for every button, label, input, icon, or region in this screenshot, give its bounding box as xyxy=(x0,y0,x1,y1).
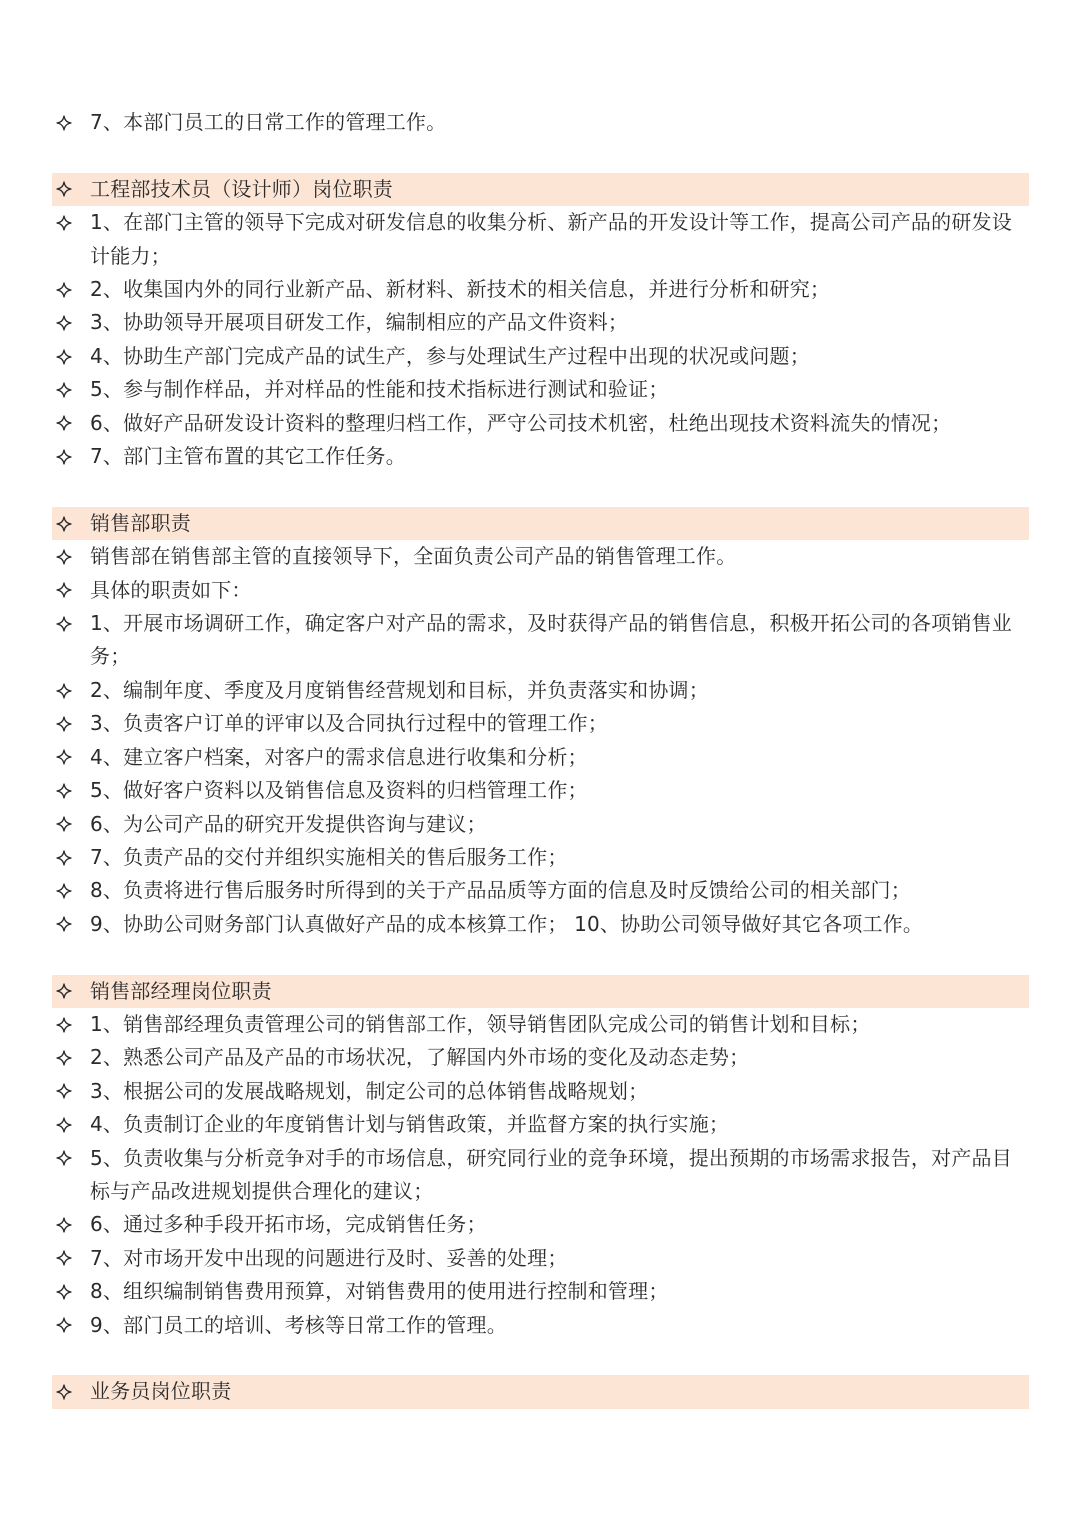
list-item xyxy=(52,1075,1029,1108)
four-point-star-icon xyxy=(54,306,74,339)
list-item-text: 2、编制年度、季度及月度销售经营规划和目标，并负责落实和协调； xyxy=(90,677,709,702)
list-item xyxy=(52,908,1029,941)
list-item xyxy=(52,841,1029,874)
four-point-star-icon xyxy=(54,1242,74,1275)
four-point-star-icon xyxy=(54,908,74,941)
four-point-star-icon xyxy=(54,1208,74,1241)
list-item xyxy=(52,774,1029,807)
list-item-text: 8、负责将进行售后服务时所得到的关于产品品质等方面的信息及时反馈给公司的相关部门； xyxy=(90,878,911,903)
four-point-star-icon xyxy=(54,1275,74,1308)
list-item-text: 3、负责客户订单的评审以及合同执行过程中的管理工作； xyxy=(90,711,608,736)
four-point-star-icon xyxy=(54,1041,74,1074)
four-point-star-icon xyxy=(54,1309,74,1342)
four-point-star-icon xyxy=(54,741,74,774)
list-item-top xyxy=(52,106,1029,139)
list-item-text: 6、做好产品研发设计资料的整理归档工作，严守公司技术机密，杜绝出现技术资料流失的情况； xyxy=(90,410,952,435)
list-item-text: 9、协助公司财务部门认真做好产品的成本核算工作； 10、协助公司领导做好其它各项工作。 xyxy=(90,911,924,936)
list-item xyxy=(52,206,1029,273)
list-item xyxy=(52,874,1029,907)
list-item-text: 7、部门主管布置的其它工作任务。 xyxy=(90,444,406,469)
four-point-star-icon xyxy=(54,1108,74,1141)
list-item-text: 7、本部门员工的日常工作的管理工作。 xyxy=(90,110,447,134)
section-heading xyxy=(52,1375,1029,1408)
list-item xyxy=(52,1208,1029,1241)
four-point-star-icon xyxy=(54,507,74,540)
four-point-star-icon xyxy=(54,407,74,440)
list-item-text: 5、负责收集与分析竞争对手的市场信息，研究同行业的竞争环境，提出预期的市场需求报告，对产品目标与产品改进规划提供合理化的建议； xyxy=(90,1145,1012,1203)
four-point-star-icon xyxy=(54,540,74,573)
list-item-text: 5、参与制作样品，并对样品的性能和技术指标进行测试和验证； xyxy=(90,377,669,402)
list-item-text: 2、熟悉公司产品及产品的市场状况，了解国内外市场的变化及动态走势； xyxy=(90,1045,750,1070)
four-point-star-icon xyxy=(54,841,74,874)
list-item xyxy=(52,273,1029,306)
list-item xyxy=(52,1108,1029,1141)
list-item xyxy=(52,440,1029,473)
section-spacer xyxy=(52,1342,1029,1375)
section-heading-text: 工程部技术员（设计师）岗位职责 xyxy=(90,176,393,201)
list-item-text: 4、建立客户档案，对客户的需求信息进行收集和分析； xyxy=(90,744,588,769)
four-point-star-icon xyxy=(54,707,74,740)
four-point-star-icon xyxy=(54,975,74,1008)
list-item-text: 7、对市场开发中出现的问题进行及时、妥善的处理； xyxy=(90,1245,568,1270)
list-item-text: 3、协助领导开展项目研发工作，编制相应的产品文件资料； xyxy=(90,310,629,335)
list-item xyxy=(52,373,1029,406)
list-item xyxy=(52,607,1029,674)
four-point-star-icon xyxy=(54,273,74,306)
list-item xyxy=(52,1275,1029,1308)
list-item-text: 2、收集国内外的同行业新产品、新材料、新技术的相关信息，并进行分析和研究； xyxy=(90,277,831,302)
list-item-text: 1、开展市场调研工作，确定客户对产品的需求，及时获得产品的销售信息，积极开拓公司的各项销售业务； xyxy=(90,611,1012,669)
four-point-star-icon xyxy=(54,674,74,707)
four-point-star-icon xyxy=(54,440,74,473)
list-item xyxy=(52,574,1029,607)
list-item xyxy=(52,1309,1029,1342)
list-item xyxy=(52,1242,1029,1275)
list-item-text: 7、负责产品的交付并组织实施相关的售后服务工作； xyxy=(90,844,568,869)
list-item-text: 1、销售部经理负责管理公司的销售部工作，领导销售团队完成公司的销售计划和目标； xyxy=(90,1011,871,1036)
section-spacer xyxy=(52,139,1029,172)
four-point-star-icon xyxy=(54,874,74,907)
section-heading xyxy=(52,507,1029,540)
list-item xyxy=(52,1008,1029,1041)
four-point-star-icon xyxy=(54,1375,74,1408)
list-item xyxy=(52,340,1029,373)
section-heading xyxy=(52,173,1029,206)
list-item-text: 销售部在销售部主管的直接领导下，全面负责公司产品的销售管理工作。 xyxy=(90,544,737,569)
four-point-star-icon xyxy=(54,106,74,139)
list-item-text: 1、在部门主管的领导下完成对研发信息的收集分析、新产品的开发设计等工作，提高公司产品的研发设计能力； xyxy=(90,210,1012,268)
list-item xyxy=(52,741,1029,774)
section-spacer xyxy=(52,473,1029,506)
list-item-text: 5、做好客户资料以及销售信息及资料的归档管理工作； xyxy=(90,778,588,803)
list-item-text: 6、为公司产品的研究开发提供咨询与建议； xyxy=(90,811,487,836)
four-point-star-icon xyxy=(54,1075,74,1108)
list-item xyxy=(52,1142,1029,1209)
section-heading-text: 销售部职责 xyxy=(90,510,191,535)
section-heading-text: 业务员岗位职责 xyxy=(90,1379,232,1404)
four-point-star-icon xyxy=(54,340,74,373)
four-point-star-icon xyxy=(54,1008,74,1041)
four-point-star-icon xyxy=(54,373,74,406)
four-point-star-icon xyxy=(54,1142,74,1175)
section-heading xyxy=(52,975,1029,1008)
list-item-text: 具体的职责如下： xyxy=(90,577,252,602)
four-point-star-icon xyxy=(54,607,74,640)
list-item-text: 9、部门员工的培训、考核等日常工作的管理。 xyxy=(90,1312,507,1337)
list-item xyxy=(52,306,1029,339)
four-point-star-icon xyxy=(54,173,74,206)
list-item-text: 4、负责制订企业的年度销售计划与销售政策，并监督方案的执行实施； xyxy=(90,1112,730,1137)
document-body xyxy=(52,106,1029,1409)
list-item-text: 8、组织编制销售费用预算，对销售费用的使用进行控制和管理； xyxy=(90,1279,669,1304)
four-point-star-icon xyxy=(54,206,74,239)
section-spacer xyxy=(52,941,1029,974)
list-item xyxy=(52,707,1029,740)
list-item xyxy=(52,1041,1029,1074)
list-item xyxy=(52,540,1029,573)
four-point-star-icon xyxy=(54,808,74,841)
section-heading-text: 销售部经理岗位职责 xyxy=(90,978,272,1003)
list-item-text: 3、根据公司的发展战略规划，制定公司的总体销售战略规划； xyxy=(90,1078,649,1103)
four-point-star-icon xyxy=(54,774,74,807)
sections-container xyxy=(52,139,1029,1408)
four-point-star-icon xyxy=(54,574,74,607)
list-item xyxy=(52,674,1029,707)
list-item-text: 6、通过多种手段开拓市场，完成销售任务； xyxy=(90,1212,487,1237)
list-item xyxy=(52,407,1029,440)
list-item-text: 4、协助生产部门完成产品的试生产，参与处理试生产过程中出现的状况或问题； xyxy=(90,343,810,368)
list-item xyxy=(52,808,1029,841)
